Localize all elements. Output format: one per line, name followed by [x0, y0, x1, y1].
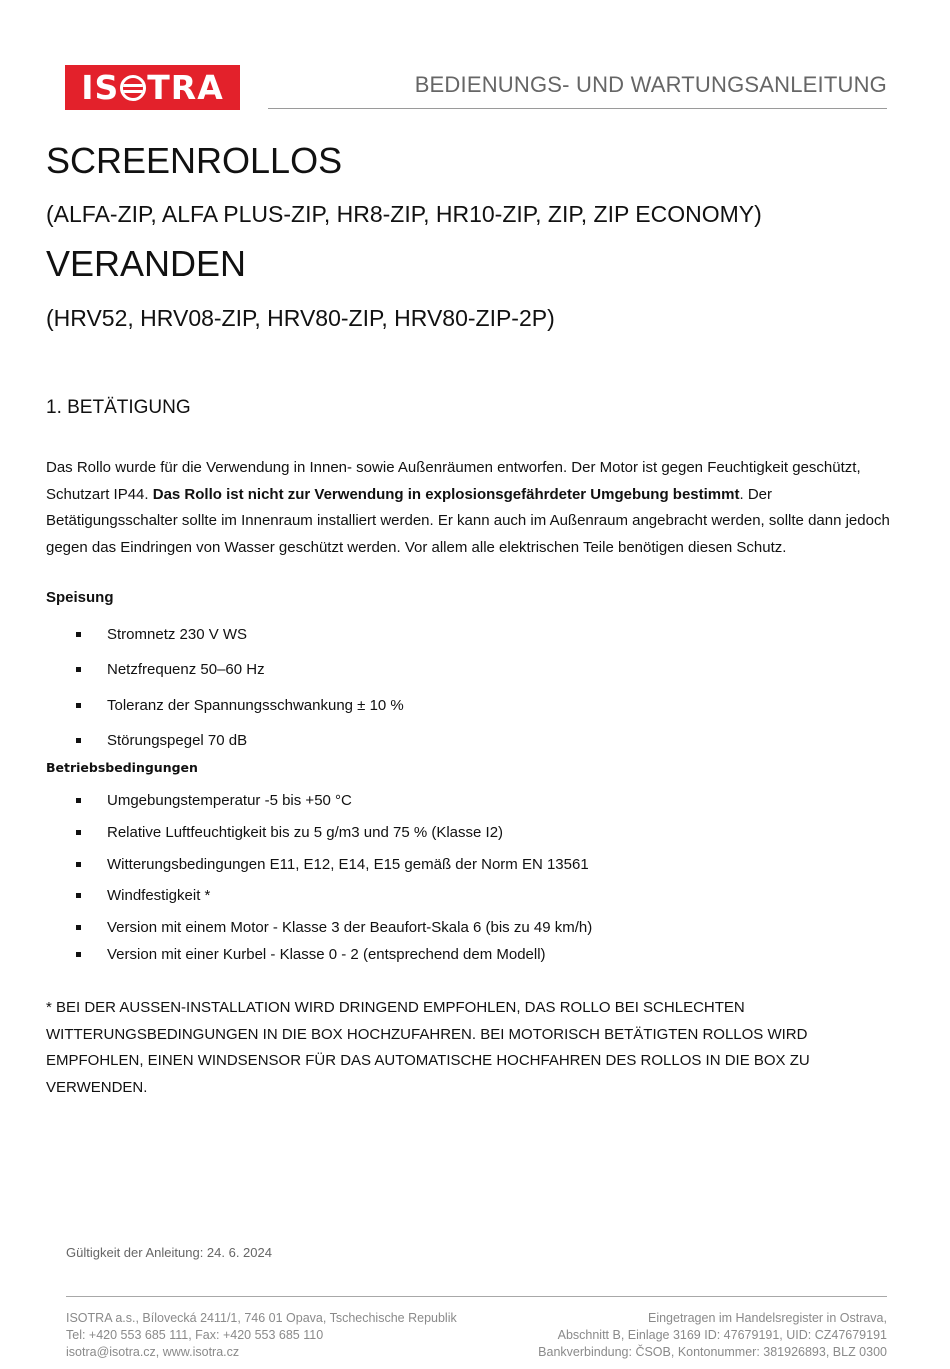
list-item: Störungspegel 70 dB	[76, 732, 247, 749]
bullet-square-icon	[76, 893, 81, 898]
paragraph-bold-warning: Das Rollo ist nicht zur Verwendung in explosionsgefährdeter Umgebung bestimmt	[152, 485, 740, 503]
list-item: Windfestigkeit *	[76, 887, 210, 904]
bullet-square-icon	[76, 925, 81, 930]
footer-registration	[538, 1310, 887, 1361]
list-item: Netzfrequenz 50–60 Hz	[76, 661, 265, 678]
list-item: Witterungsbedingungen E11, E12, E14, E15 gemäß der Norm EN 13561	[76, 856, 589, 873]
bullet-square-icon	[76, 862, 81, 867]
bullet-square-icon	[76, 952, 81, 957]
list-item: Version mit einer Kurbel - Klasse 0 - 2 (entsprechend dem Modell)	[76, 946, 546, 963]
isotra-logo	[65, 65, 240, 110]
heading-speisung: Speisung	[46, 589, 114, 606]
bullet-square-icon	[76, 798, 81, 803]
footer-phone-line: Tel: +420 553 685 111, Fax: +420 553 685 110	[66, 1328, 324, 1342]
footer-ids-line: Abschnitt B, Einlage 3169 ID: 47679191, UID: CZ47679191	[557, 1328, 887, 1342]
footer-divider	[66, 1296, 887, 1297]
section-heading-betaetigung: 1. BETÄTIGUNG	[46, 397, 191, 418]
bullet-square-icon	[76, 703, 81, 708]
paragraph-part-2: . Der Betätigungsschalter sollte im Innenraum installiert werden. Er kann auch im Außenraum angebracht werden, sollte dann jedoch gegen das Eindringen von Wasser geschützt werden. Vor allem alle elektrischen Teile benötigen diesen Schutz.	[46, 485, 890, 556]
list-item: Relative Luftfeuchtigkeit bis zu 5 g/m3 und 75 % (Klasse I2)	[76, 824, 503, 841]
list-item: Toleranz der Spannungsschwankung ± 10 %	[76, 697, 404, 714]
subtitle-screenrollos-models: (ALFA-ZIP, ALFA PLUS-ZIP, HR8-ZIP, HR10-ZIP, ZIP, ZIP ECONOMY)	[46, 201, 762, 227]
validity-date: Gültigkeit der Anleitung: 24. 6. 2024	[66, 1245, 272, 1260]
list-item: Version mit einem Motor - Klasse 3 der Beaufort-Skala 6 (bis zu 49 km/h)	[76, 919, 592, 936]
header-divider	[268, 108, 887, 109]
logo-o-mark-icon	[120, 75, 146, 101]
wind-warning-note: * BEI DER AUSSEN-INSTALLATION WIRD DRINGEND EMPFOHLEN, DAS ROLLO BEI SCHLECHTEN WITTERUNGSBEDINGUNGEN IN DIE BOX HOCHZUFAHREN. BEI MOTORISCH BETÄTIGTEN ROLLOS WIRD EMPFOHLEN, EINEN WINDSENSOR FÜR DAS AUTOMATISCHE HOCHFAHREN DES ROLLOS IN DIE BOX ZU VERWENDEN.	[46, 999, 810, 1096]
section-paragraph	[46, 455, 906, 561]
list-item: Stromnetz 230 V WS	[76, 626, 247, 643]
logo-text-left: IS	[81, 68, 120, 107]
subtitle-veranden-models: (HRV52, HRV08-ZIP, HRV80-ZIP, HRV80-ZIP-2P)	[46, 305, 555, 331]
logo-text-right: TRA	[147, 68, 224, 107]
heading-betriebsbedingungen: Betriebsbedingungen	[46, 760, 198, 775]
list-item: Umgebungstemperatur -5 bis +50 °C	[76, 792, 352, 809]
title-screenrollos: SCREENROLLOS	[46, 140, 343, 181]
paragraph-part-1: Das Rollo wurde für die Verwendung in Innen- sowie Außenräumen entworfen. Der Motor ist gegen Feuchtigkeit geschützt, Schutzart IP44.	[46, 459, 861, 503]
bullet-square-icon	[76, 632, 81, 637]
title-veranden: VERANDEN	[46, 243, 247, 284]
bullet-square-icon	[76, 667, 81, 672]
footer-contact-line: isotra@isotra.cz, www.isotra.cz	[66, 1345, 240, 1359]
footer-address-line: ISOTRA a.s., Bílovecká 2411/1, 746 01 Opava, Tschechische Republik	[66, 1311, 457, 1325]
bullet-square-icon	[76, 738, 81, 743]
document-type-title: BEDIENUNGS- UND WARTUNGSANLEITUNG	[414, 72, 887, 97]
footer-register-line: Eingetragen im Handelsregister in Ostrava,	[647, 1311, 887, 1325]
footer-company-address	[66, 1310, 457, 1361]
bullet-square-icon	[76, 830, 81, 835]
footer-bank-line: Bankverbindung: ČSOB, Kontonummer: 381926893, BLZ 0300	[538, 1345, 887, 1359]
